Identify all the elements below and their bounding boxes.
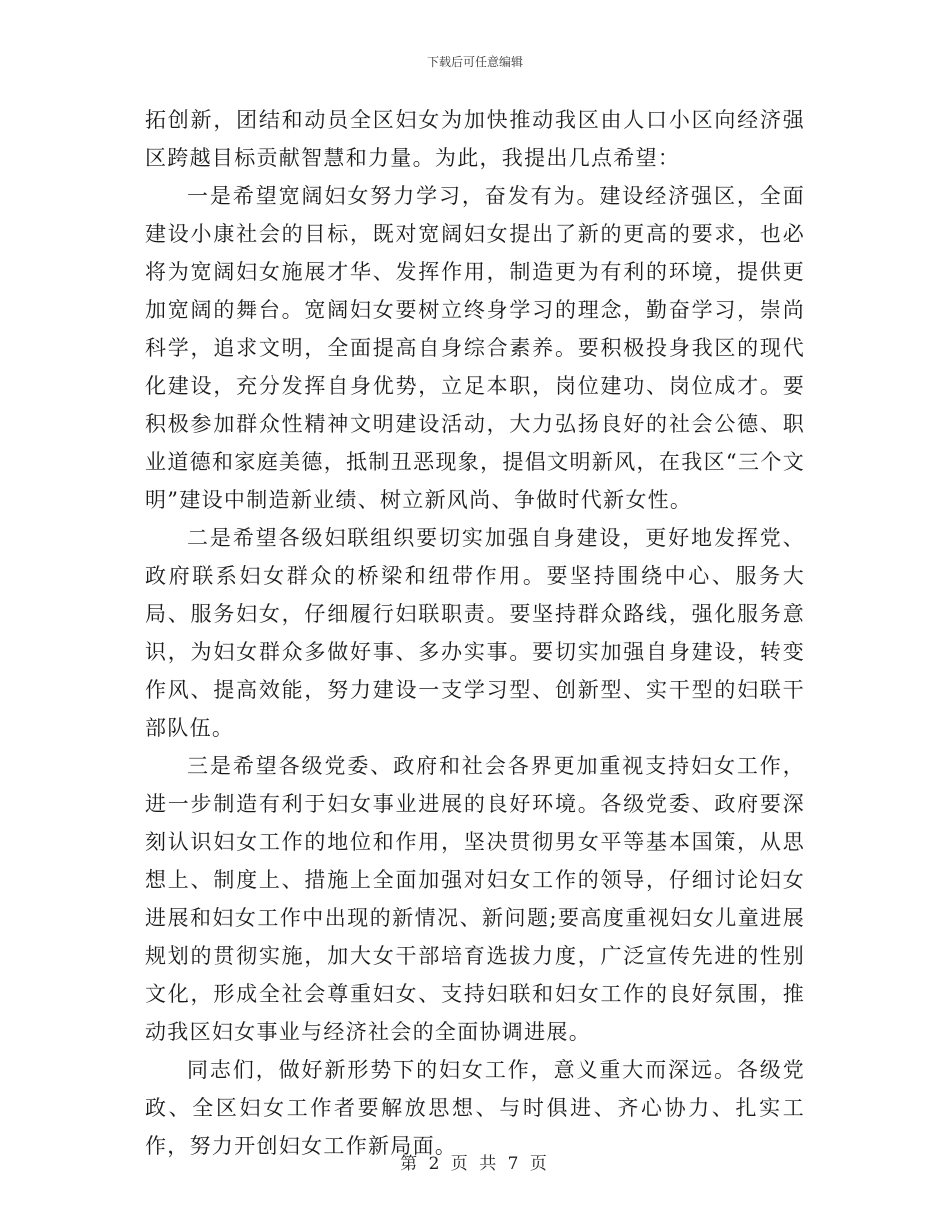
paragraph-hope-two: 二是希望各级妇联组织要切实加强自身建设，更好地发挥党、政府联系妇女群众的桥梁和纽带作用。要坚持围绕中心、服务大局、服务妇女，仔细履行妇联职责。要坚持群众路线，强化服务意识，为妇女群众多做好事、多办实事。要切实加强自身建设，转变作风、提高效能，努力建设一支学习型、创新型、实干型的妇联干部队伍。	[145, 526, 805, 740]
page-header-note: 下载后可任意编辑	[426, 55, 523, 69]
document-body	[145, 101, 805, 1165]
page-number-footer: 第 2 页 共 7 页	[400, 1154, 550, 1174]
paragraph-continuation: 拓创新，团结和动员全区妇女为加快推动我区由人口小区向经济强区跨越目标贡献智慧和力量。为此，我提出几点希望：	[145, 108, 805, 170]
paragraph-hope-one: 一是希望宽阔妇女努力学习，奋发有为。建设经济强区，全面建设小康社会的目标，既对宽阔妇女提出了新的更高的要求，也必将为宽阔妇女施展才华、发挥作用，制造更为有利的环境，提供更加宽阔的舞台。宽阔妇女要树立终身学习的理念，勤奋学习，崇尚科学，追求文明，全面提高自身综合素养。要积极投身我区的现代化建设，充分发挥自身优势，立足本职，岗位建功、岗位成才。要积极参加群众性精神文明建设活动，大力弘扬良好的社会公德、职业道德和家庭美德，抵制丑恶现象，提倡文明新风，在我区“三个文明”建设中制造新业绩、树立新风尚、争做时代新女性。	[145, 184, 805, 512]
paragraph-closing: 同志们，做好新形势下的妇女工作，意义重大而深远。各级党政、全区妇女工作者要解放思想、与时俱进、齐心协力、扎实工作，努力开创妇女工作新局面。	[145, 1058, 805, 1158]
paragraph-hope-three: 三是希望各级党委、政府和社会各界更加重视支持妇女工作，进一步制造有利于妇女事业进展的良好环境。各级党委、政府要深刻认识妇女工作的地位和作用，坚决贯彻男女平等基本国策，从思想上、制度上、措施上全面加强对妇女工作的领导，仔细讨论妇女进展和妇女工作中出现的新情况、新问题;要高度重视妇女儿童进展规划的贯彻实施，加大女干部培育选拔力度，广泛宣传先进的性别文化，形成全社会尊重妇女、支持妇联和妇女工作的良好氛围，推动我区妇女事业与经济社会的全面协调进展。	[145, 754, 805, 1044]
